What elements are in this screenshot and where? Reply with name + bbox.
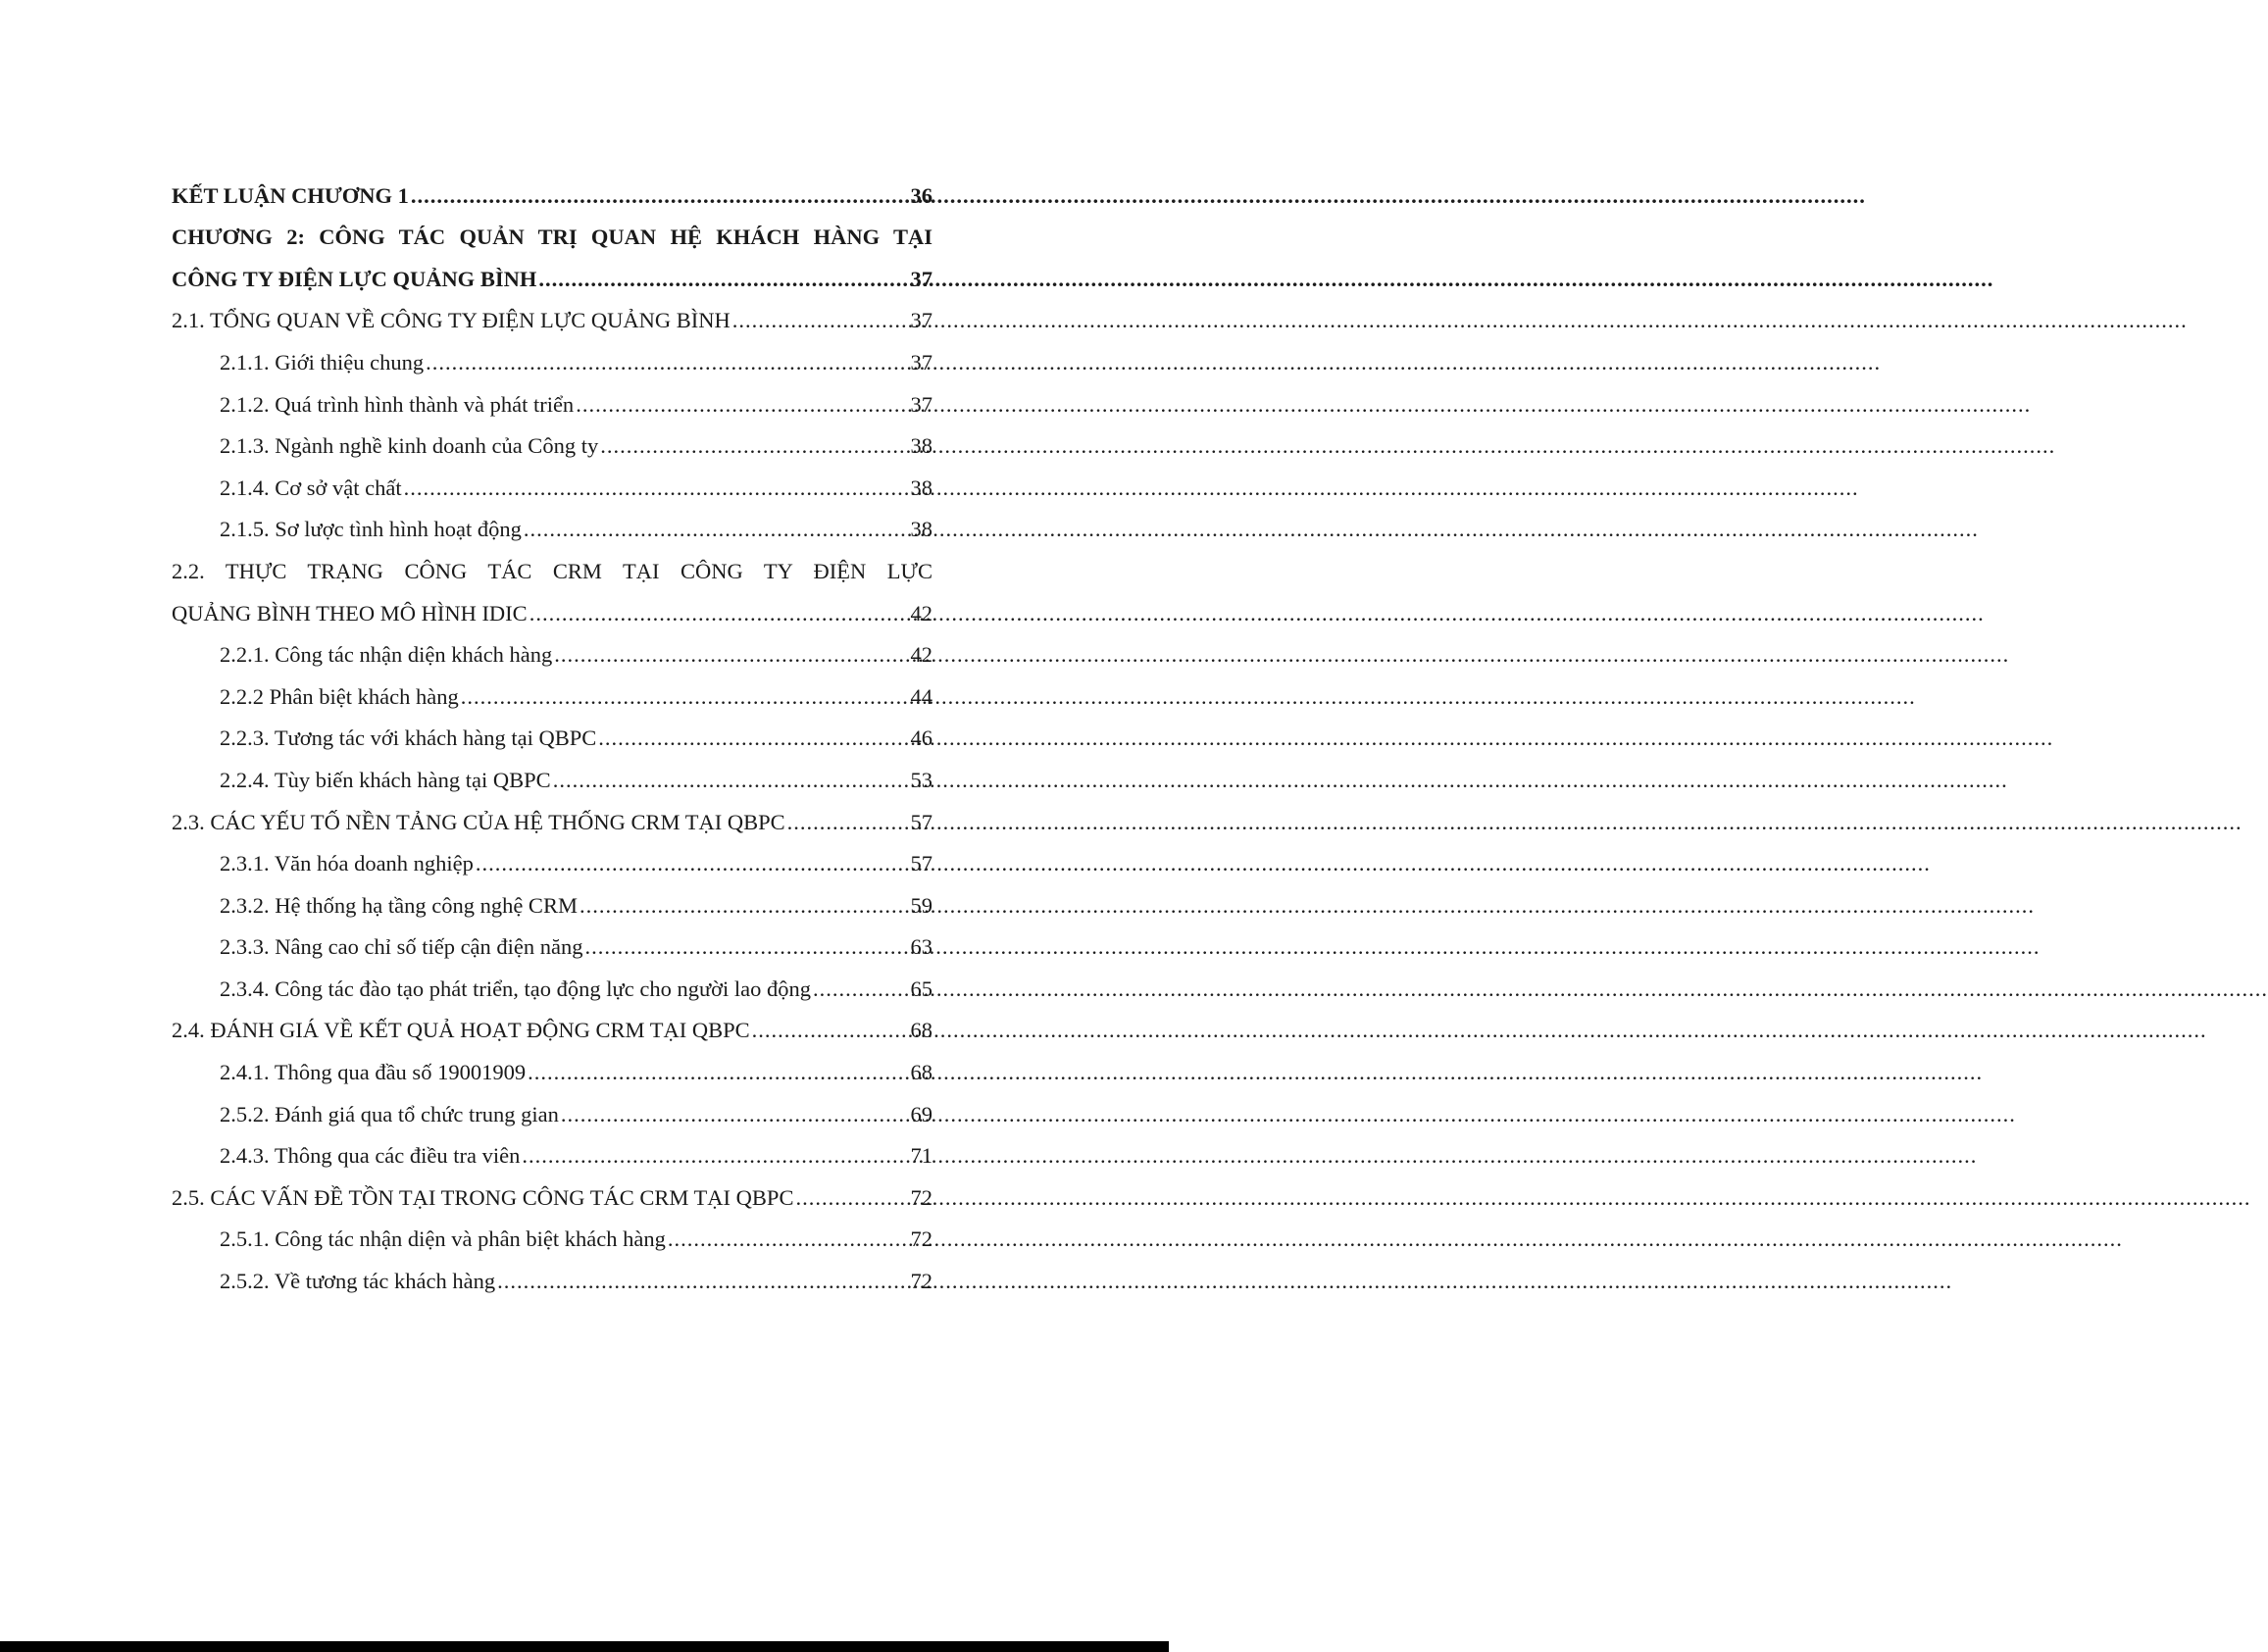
toc-dot-leader <box>585 933 909 961</box>
bottom-edge-bar <box>0 1641 1169 1652</box>
toc-entry[interactable] <box>172 1044 932 1086</box>
toc-entry-title: 2.3.2. Hệ thống hạ tầng công nghệ CRM <box>220 892 578 918</box>
toc-dot-leader <box>554 641 908 669</box>
toc-page-number: 46 <box>910 726 932 751</box>
toc-page-number: 68 <box>910 1018 932 1043</box>
toc-entry-title: 2.4. ĐÁNH GIÁ VỀ KẾT QUẢ HOẠT ĐỘNG CRM TẠI QBPC <box>172 1018 750 1043</box>
toc-page-number: 72 <box>910 1184 932 1210</box>
table-of-contents <box>172 168 932 1295</box>
toc-dot-leader <box>522 1142 908 1170</box>
toc-dot-leader <box>538 266 908 293</box>
toc-entry[interactable] <box>172 210 932 252</box>
toc-entry[interactable] <box>172 1253 932 1295</box>
toc-dot-leader <box>476 850 909 877</box>
toc-dot-leader <box>528 1059 908 1086</box>
toc-page-number: 37 <box>910 266 932 291</box>
toc-dot-leader <box>795 1184 908 1212</box>
toc-entry[interactable] <box>172 585 932 627</box>
toc-entry[interactable] <box>172 293 932 335</box>
toc-page-number: 38 <box>910 433 932 459</box>
toc-entry-title: 2.4.3. Thông qua các điều tra viên <box>220 1143 521 1169</box>
toc-page-number: 72 <box>910 1269 932 1294</box>
toc-page-number: 59 <box>910 892 932 918</box>
toc-entry-title: CÔNG TY ĐIỆN LỰC QUẢNG BÌNH <box>172 266 537 291</box>
toc-page-number: 68 <box>910 1060 932 1085</box>
toc-entry-title: 2.3.3. Nâng cao chỉ số tiếp cận điện năng <box>220 934 583 960</box>
toc-page-number: 69 <box>910 1101 932 1126</box>
toc-page-number: 36 <box>910 182 932 208</box>
toc-entry-title: 2.1.1. Giới thiệu chung <box>220 349 425 375</box>
toc-page-number: 57 <box>910 851 932 876</box>
toc-dot-leader <box>497 1268 908 1295</box>
toc-entry[interactable] <box>172 836 932 878</box>
toc-page-number: 42 <box>910 642 932 668</box>
toc-dot-leader <box>411 182 909 210</box>
toc-entry[interactable] <box>172 711 932 753</box>
toc-entry[interactable] <box>172 419 932 461</box>
toc-page-number: 38 <box>910 517 932 542</box>
toc-entry[interactable] <box>172 334 932 376</box>
toc-page-number: 65 <box>910 976 932 1001</box>
toc-entry-title: 2.3. CÁC YẾU TỐ NỀN TẢNG CỦA HỆ THỐNG CRM TẠI QBPC <box>172 809 785 834</box>
toc-entry-title: 2.2.4. Tùy biến khách hàng tại QBPC <box>220 767 551 792</box>
toc-entry-title: 2.1.2. Quá trình hình thành và phát triển <box>220 391 575 417</box>
toc-dot-leader <box>600 432 908 460</box>
toc-dot-leader <box>732 307 909 334</box>
toc-entry[interactable] <box>172 794 932 836</box>
toc-entry-title: 2.1. TỔNG QUAN VỀ CÔNG TY ĐIỆN LỰC QUẢNG BÌNH <box>172 308 731 333</box>
toc-dot-leader <box>580 892 909 920</box>
toc-entry[interactable] <box>172 502 932 544</box>
toc-dot-leader <box>529 600 909 627</box>
toc-dot-leader <box>404 475 909 502</box>
toc-page-number: 53 <box>910 767 932 792</box>
toc-entry-title: QUẢNG BÌNH THEO MÔ HÌNH IDIC <box>172 600 528 626</box>
toc-entry-title: 2.1.5. Sơ lược tình hình hoạt động <box>220 517 522 542</box>
toc-dot-leader <box>752 1017 909 1044</box>
toc-entry[interactable] <box>172 877 932 920</box>
toc-entry[interactable] <box>172 627 932 670</box>
toc-entry-title: 2.2.1. Công tác nhận diện khách hàng <box>220 642 553 668</box>
toc-entry-title: 2.5.2. Về tương tác khách hàng <box>220 1269 496 1294</box>
toc-dot-leader <box>668 1226 909 1253</box>
toc-entry-title: KẾT LUẬN CHƯƠNG 1 <box>172 182 409 208</box>
toc-entry[interactable] <box>172 1086 932 1128</box>
toc-entry[interactable] <box>172 1170 932 1212</box>
toc-entry-title: 2.5.2. Đánh giá qua tổ chức trung gian <box>220 1101 559 1126</box>
toc-page-number: 38 <box>910 475 932 500</box>
toc-entry[interactable] <box>172 168 932 210</box>
toc-page-number: 37 <box>910 308 932 333</box>
toc-page-number: 63 <box>910 934 932 960</box>
toc-dot-leader <box>553 767 909 794</box>
toc-entry-title: 2.3.4. Công tác đào tạo phát triển, tạo động lực cho người lao động <box>220 976 812 1001</box>
toc-dot-leader <box>787 809 909 836</box>
toc-dot-leader <box>813 976 908 1003</box>
toc-page-number: 71 <box>910 1143 932 1169</box>
toc-entry[interactable] <box>172 1128 932 1171</box>
toc-entry[interactable] <box>172 1212 932 1254</box>
toc-entry[interactable] <box>172 251 932 293</box>
toc-entry[interactable] <box>172 961 932 1003</box>
toc-entry[interactable] <box>172 376 932 419</box>
toc-entry-title: 2.5.1. Công tác nhận diện và phân biệt khách hàng <box>220 1226 666 1252</box>
toc-dot-leader <box>576 391 908 419</box>
toc-entry-title: 2.2.2 Phân biệt khách hàng <box>220 683 459 709</box>
toc-page-number: 42 <box>910 600 932 626</box>
toc-entry[interactable] <box>172 752 932 794</box>
toc-entry-title: 2.1.3. Ngành nghề kinh doanh của Công ty <box>220 433 599 459</box>
toc-dot-leader <box>426 349 908 376</box>
toc-entry[interactable] <box>172 460 932 502</box>
toc-entry[interactable] <box>172 1003 932 1045</box>
toc-entry-title: 2.5. CÁC VẤN ĐỀ TỒN TẠI TRONG CÔNG TÁC CRM TẠI QBPC <box>172 1184 794 1210</box>
toc-page-number: 37 <box>910 391 932 417</box>
toc-entry-title: 2.1.4. Cơ sở vật chất <box>220 475 402 500</box>
toc-entry-title: 2.2. THỰC TRẠNG CÔNG TÁC CRM TẠI CÔNG TY ĐIỆN LỰC <box>172 558 932 583</box>
toc-entry[interactable] <box>172 669 932 711</box>
toc-dot-leader <box>461 683 909 711</box>
toc-entry[interactable] <box>172 920 932 962</box>
toc-page-number: 37 <box>910 349 932 375</box>
toc-dot-leader <box>524 516 909 543</box>
toc-entry-title: 2.2.3. Tương tác với khách hàng tại QBPC <box>220 726 597 751</box>
toc-entry-title: 2.3.1. Văn hóa doanh nghiệp <box>220 851 474 876</box>
toc-dot-leader <box>598 725 908 752</box>
toc-entry-title: CHƯƠNG 2: CÔNG TÁC QUẢN TRỊ QUAN HỆ KHÁCH HÀNG TẠI <box>172 225 932 250</box>
toc-page-number: 57 <box>910 809 932 834</box>
toc-page-number: 44 <box>910 683 932 709</box>
toc-entry[interactable] <box>172 543 932 585</box>
toc-page-number: 72 <box>910 1226 932 1252</box>
toc-dot-leader <box>561 1101 909 1128</box>
toc-entry-title: 2.4.1. Thông qua đầu số 19001909 <box>220 1060 527 1085</box>
